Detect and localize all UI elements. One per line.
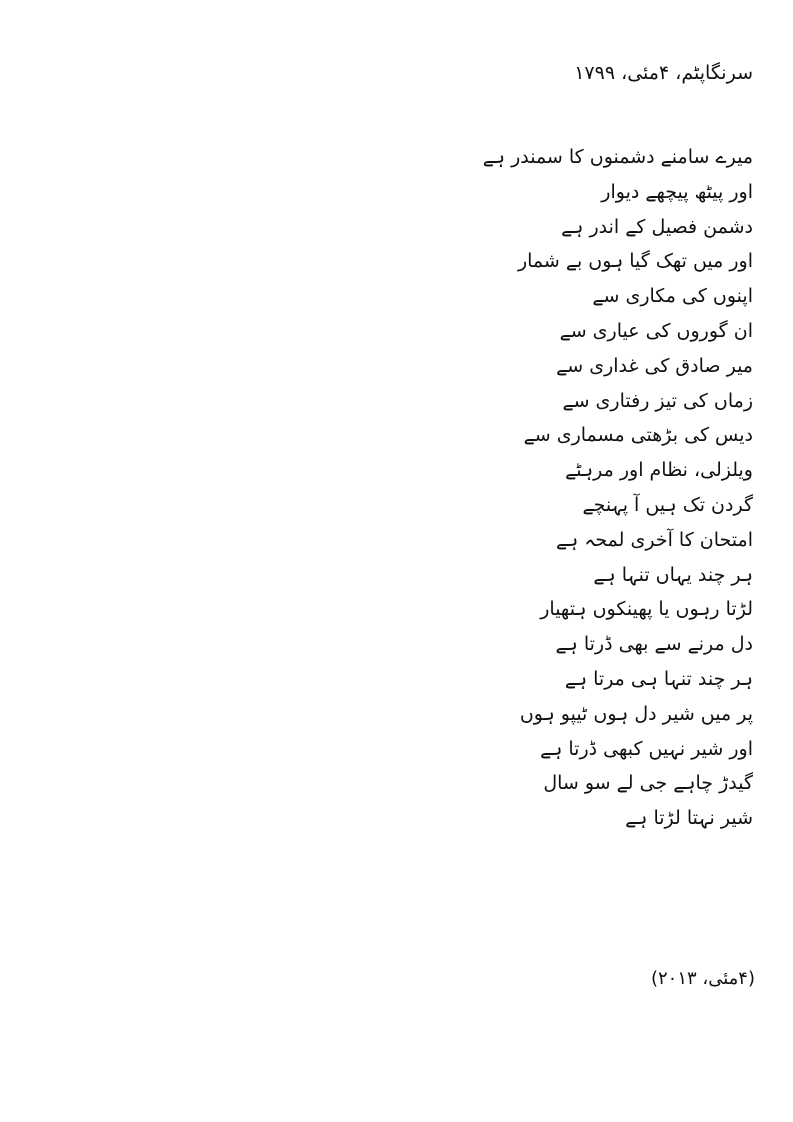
poem-line: دیس کی بڑھتی مسماری سے — [523, 424, 753, 447]
poem-line: شیر نہتا لڑتا ہے — [625, 807, 753, 830]
poem-line: اپنوں کی مکاری سے — [592, 285, 753, 308]
poem-line: اور میں تھک گیا ہوں بے شمار — [517, 250, 753, 273]
composition-date: (۴مئی، ۲۰۱۳) — [650, 968, 755, 989]
poem-line: دل مرنے سے بھی ڈرتا ہے — [555, 633, 753, 656]
poem-line: دشمن فصیل کے اندر ہے — [561, 215, 753, 238]
poem-line: اور پیٹھ پیچھے دیوار — [601, 180, 753, 203]
poem-line: میرے سامنے دشمنوں کا سمندر ہے — [482, 146, 753, 168]
poem-line: پر میں شیر دل ہوں ٹیپو ہوں — [519, 702, 753, 725]
poem-line: ویلزلی، نظام اور مرہٹے — [565, 459, 753, 482]
poem-line: ہر چند تنہا ہی مرتا ہے — [564, 667, 753, 690]
poem-line: میر صادق کی غداری سے — [556, 354, 753, 377]
poem-body — [483, 140, 753, 836]
poem-line: امتحان کا آخری لمحہ ہے — [555, 528, 753, 551]
poem-line: گیدڑ چاہے جی لے سو سال — [543, 772, 753, 795]
poem-line: ہر چند یہاں تنہا ہے — [593, 563, 753, 586]
poem-line: گردن تک ہیں آ پہنچے — [582, 493, 753, 516]
poem-line: ان گوروں کی عیاری سے — [559, 319, 753, 342]
poem-line: زماں کی تیز رفتاری سے — [562, 389, 753, 412]
poem-line: اور شیر نہیں کبھی ڈرتا ہے — [540, 737, 753, 760]
poem-line: لڑتا رہوں یا پھینکوں ہتھیار — [540, 598, 753, 621]
poem-heading: سرنگاپٹم، ۴مئی، ۱۷۹۹ — [574, 62, 753, 84]
